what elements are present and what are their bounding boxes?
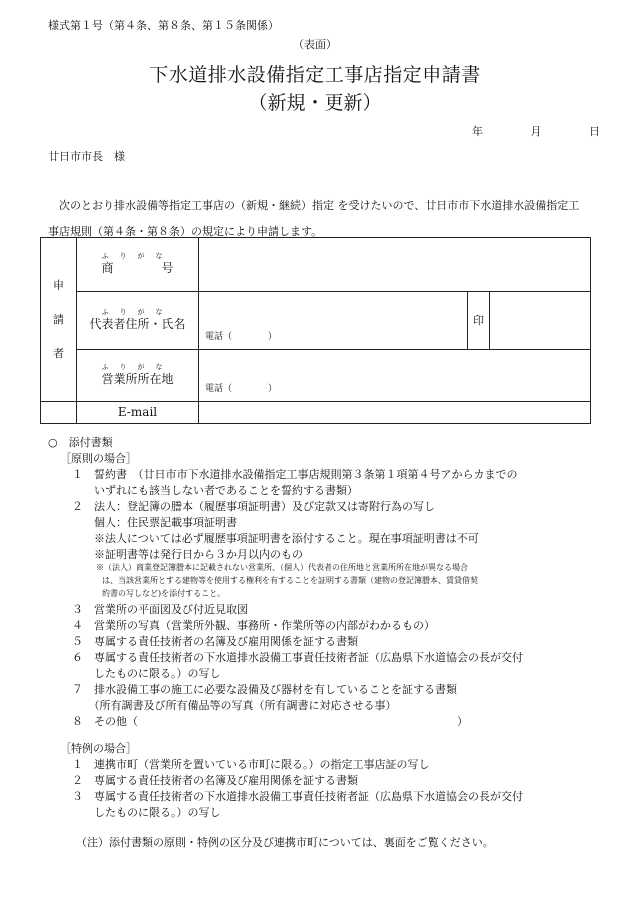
special-heading: ［特例の場合］ [60, 742, 137, 755]
representative-label [77, 292, 199, 350]
trade-name-ruby: ふりがな [101, 252, 174, 261]
date-day-label: 日 [589, 125, 600, 138]
list-item: ８ その他（ ） [72, 715, 468, 728]
form-number: 様式第１号（第４条、第８条、第１５条関係） [48, 19, 279, 32]
small-note-line: 約書の写しなど)を添付すること。 [102, 589, 226, 598]
attachments-heading: ○ 添付書類 [48, 436, 113, 449]
office-location-text: 営業所所在地 [101, 371, 174, 386]
list-item: ２ 専属する責任技術者の名簿及び雇用関係を証する書類 [72, 774, 358, 787]
date-year-label: 年 [472, 125, 483, 138]
applicant-table [40, 237, 591, 424]
page-title: 下水道排水設備指定工事店指定申請書 [149, 64, 481, 86]
list-item: ４ 営業所の写真（営業所外観、事務所・作業所等の内部がわかるもの） [72, 619, 435, 632]
list-item: ７ 排水設備工事の施工に必要な設備及び器材を有していることを証する書類 [72, 683, 457, 696]
seal-field[interactable] [490, 292, 591, 350]
trade-name-label [77, 238, 199, 292]
date-month-label: 月 [530, 125, 542, 138]
list-item: ６ 専属する責任技術者の下水道排水設備工事責任技術者証（広島県下水道協会の長が交付 [72, 651, 523, 664]
list-item: ３ 営業所の平面図及び付近見取図 [72, 603, 248, 616]
representative-phone: 電話（ ） [205, 332, 278, 343]
list-item: ２ 法人：登記簿の謄本（履歴事項証明書）及び定款又は寄附行為の写し [72, 500, 435, 513]
list-item: ３ 専属する責任技術者の下水道排水設備工事責任技術者証（広島県下水道協会の長が交付 [72, 790, 523, 803]
principle-heading: ［原則の場合］ [60, 452, 137, 465]
list-item: いずれにも該当しない者であることを誓約する書類） [72, 484, 358, 497]
small-note-line: ※（法人）商業登記簿謄本に記載されない営業所、（個人）代表者の住所地と営業所所在地が異なる場合 [96, 563, 468, 572]
list-item: １ 誓約書 （廿日市市下水道排水設備指定工事店規則第３条第１項第４号アからカまでの [72, 468, 518, 481]
representative-field[interactable] [199, 292, 468, 350]
email-label-text: E-mail [117, 405, 158, 420]
list-item: 個人：住民票記載事項証明書 [72, 516, 237, 529]
list-item: したものに限る。）の写し [72, 806, 221, 819]
office-location-ruby: ふりがな [101, 363, 174, 372]
representative-ruby: ふりがな [101, 308, 174, 317]
trade-name-field[interactable] [199, 238, 591, 292]
applicant-char-1: 申 [53, 278, 64, 292]
applicant-char-2: 請 [53, 312, 64, 326]
page-subtitle: （新規・更新） [248, 92, 382, 114]
list-item: １ 連携市町（営業所を置いている市町に限る。）の指定工事店証の写し [72, 758, 430, 771]
footnote: （注）添付書類の原則・特例の区分及び連携市町については、裏面をご覧ください。 [76, 836, 494, 849]
applicant-char-3: 者 [53, 346, 64, 360]
representative-text: 代表者住所・氏名 [89, 316, 186, 331]
trade-name-text: 商 号 [101, 260, 174, 275]
date-line [472, 125, 600, 138]
side-label: （表面） [293, 38, 337, 51]
email-field[interactable] [199, 402, 591, 424]
addressee: 廿日市市長 様 [48, 150, 125, 163]
email-spacer [41, 402, 77, 424]
small-note-line: は、当該営業所とする建物等を使用する権利を有することを証明する書類（建物の登記簿謄本、賃貸借契 [102, 576, 478, 585]
email-label [77, 402, 199, 424]
intro-paragraph: 次のとおり排水設備等指定工事店の（新規・継続）指定 を受けたいので、廿日市市下水道排水設備指定工事店規則（第４条・第８条）の規定により申請します。 [48, 199, 580, 238]
list-item: （所有調書及び所有備品等の写真（所有調書に対応させる事） [72, 699, 397, 712]
office-location-label [77, 350, 199, 402]
list-item: ※法人については必ず履歴事項証明書を添付すること。現在事項証明書は不可 [72, 532, 479, 545]
seal-mark: 印 [468, 292, 490, 350]
list-item: したものに限る。）の写し [72, 667, 221, 680]
list-item: ※証明書等は発行日から３か月以内のもの [72, 548, 303, 561]
office-phone: 電話（ ） [205, 384, 278, 395]
applicant-heading [41, 238, 77, 402]
list-item: ５ 専属する責任技術者の名簿及び雇用関係を証する書類 [72, 635, 358, 648]
office-location-field[interactable] [199, 350, 591, 402]
